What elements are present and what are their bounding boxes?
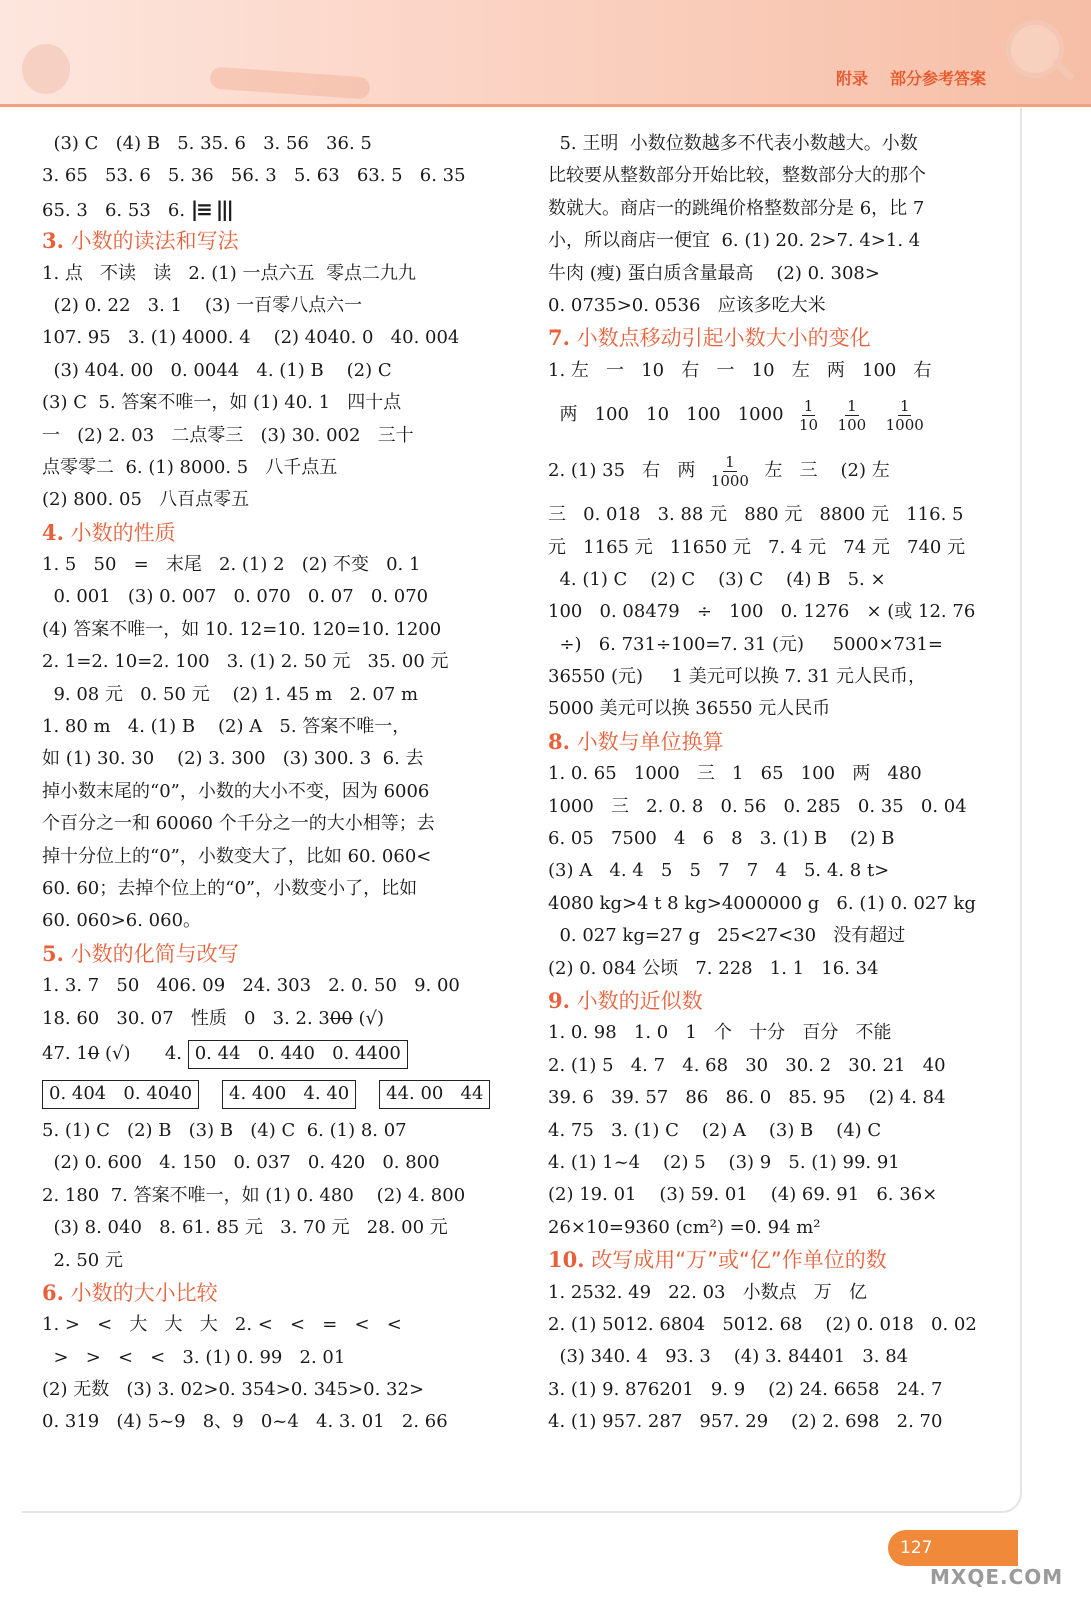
answer-text: 2. (1) 35 右 两 — [548, 460, 707, 482]
section-name: 小数的大小比较 — [63, 1280, 218, 1305]
section-title — [42, 938, 482, 970]
answer-line — [42, 1073, 482, 1115]
counting-rod-tally: |≡ ||| — [190, 196, 237, 221]
page-header — [0, 0, 1091, 107]
decorative-brush-stroke — [209, 66, 370, 99]
section-number: 3. — [42, 228, 64, 254]
answer-line: 2. 1=2. 10=2. 100 3. (1) 2. 50 元 35. 00 元 — [42, 651, 449, 673]
answer-text: 65. 3 6. 53 6. — [42, 199, 191, 221]
answer-line: ÷) 6. 731÷100=7. 31 (元) 5000×731= — [548, 633, 943, 655]
answer-line: 一 (2) 2. 03 二点零三 (3) 30. 002 三十 — [42, 424, 414, 446]
fraction — [838, 397, 867, 434]
fraction-numerator: 1 — [847, 396, 857, 415]
answer-line — [42, 1003, 482, 1035]
answer-line: 2. (1) 5 4. 7 4. 68 30 30. 2 30. 21 40 — [548, 1054, 946, 1076]
answer-line: 26×10=9360 (cm²) =0. 94 m² — [548, 1216, 821, 1238]
section-title — [42, 1277, 482, 1309]
struck-zero: 0 — [87, 1042, 100, 1064]
left-column — [42, 128, 482, 1439]
section-name: 改写成用“万”或“亿”作单位的数 — [584, 1248, 887, 1273]
section-title — [42, 517, 482, 549]
answer-line: 0. 027 kg=27 g 25<27<30 没有超过 — [548, 925, 906, 947]
answer-line: (3) 340. 4 93. 3 (4) 3. 84401 3. 84 — [548, 1346, 909, 1368]
answer-line: 2. 50 元 — [42, 1249, 123, 1271]
answer-line: 0. 319 (4) 5~9 8、9 0~4 4. 3. 01 2. 66 — [42, 1411, 448, 1433]
section-name: 小数的化简与改写 — [63, 941, 239, 966]
answer-line: 1. 0. 98 1. 0 1 个 十分 百分 不能 — [548, 1022, 892, 1044]
answer-line: 个百分之一和 60060 个千分之一的大小相等；去 — [42, 813, 435, 835]
struck-zeros: 00 — [329, 1007, 353, 1029]
answer-line: 5000 美元可以换 36550 元人民币 — [548, 698, 831, 720]
answer-line: 5. 王明 小数位数越多不代表小数越大。小数 — [548, 133, 918, 154]
answer-line: 2. 180 7. 答案不唯一，如 (1) 0. 480 (2) 4. 800 — [42, 1184, 466, 1206]
answer-line: 1. 左 一 10 右 一 10 左 两 100 右 — [548, 359, 932, 381]
magnifier-icon — [1006, 20, 1064, 78]
watermark: MXQE.COM — [930, 1565, 1064, 1589]
answer-line: 掉小数末尾的“0”，小数的大小不变，因为 6006 — [42, 780, 430, 802]
answer-line — [548, 387, 978, 443]
answer-line: 4. (1) 1~4 (2) 5 (3) 9 5. (1) 99. 91 — [548, 1151, 900, 1173]
section-title — [548, 1244, 978, 1276]
answer-line: 100 0. 08479 ÷ 100 0. 1276 × (或 12. 76 — [548, 601, 976, 623]
answer-line: 36550 (元) 1 美元可以换 7. 31 元人民币， — [548, 666, 927, 688]
answer-text: (√) 4. — [99, 1042, 188, 1064]
answer-line: (3) 404. 00 0. 0044 4. (1) B (2) C — [42, 359, 392, 381]
section-number: 6. — [42, 1279, 64, 1305]
answer-line: (2) 0. 084 公顷 7. 228 1. 1 16. 34 — [548, 957, 879, 979]
answer-line: 点零零二 6. (1) 8000. 5 八千点五 — [42, 456, 338, 478]
page-number: 127 — [900, 1538, 933, 1558]
answer-line: 牛肉 (瘦) 蛋白质含量最高 (2) 0. 308> — [548, 262, 880, 284]
section-number: 5. — [42, 940, 64, 966]
section-number: 9. — [548, 987, 570, 1013]
boxed-answer: 0. 44 0. 440 0. 4400 — [188, 1040, 408, 1069]
fraction-denominator: 100 — [837, 415, 867, 434]
page-number-badge — [888, 1530, 1018, 1566]
answer-line: 1. 点 不读 读 2. (1) 一点六五 零点二九九 — [42, 262, 416, 284]
answer-line: 0. 0735>0. 0536 应该多吃大米 — [548, 294, 826, 316]
answer-line: 1. 5 50 = 末尾 2. (1) 2 (2) 不变 0. 1 — [42, 554, 421, 576]
section-number: 7. — [548, 325, 570, 351]
answer-line: 0. 001 (3) 0. 007 0. 070 0. 07 0. 070 — [42, 586, 429, 608]
answer-line: 9. 08 元 0. 50 元 (2) 1. 45 m 2. 07 m — [42, 683, 419, 705]
section-title — [548, 322, 978, 354]
right-column — [548, 128, 978, 1438]
section-name: 小数的性质 — [63, 520, 176, 545]
fraction — [711, 453, 749, 490]
answer-line: 3. (1) 9. 876201 9. 9 (2) 24. 6658 24. 7 — [548, 1378, 943, 1400]
section-name: 小数的读法和写法 — [63, 229, 239, 254]
section-name: 小数的近似数 — [569, 988, 703, 1013]
answer-line: 1. > < 大 大 大 2. < < = < < — [42, 1314, 402, 1336]
answer-line: 3. 65 53. 6 5. 36 56. 3 5. 63 63. 5 6. 35 — [42, 165, 466, 187]
answer-line: (3) C 5. 答案不唯一，如 (1) 40. 1 四十点 — [42, 392, 402, 414]
fraction — [886, 397, 924, 434]
answer-line: 39. 6 39. 57 86 86. 0 85. 95 (2) 4. 84 — [548, 1087, 946, 1109]
answer-line: 60. 60；去掉个位上的“0”，小数变小了，比如 — [42, 877, 418, 899]
answer-line: 5. (1) C (2) B (3) B (4) C 6. (1) 8. 07 — [42, 1119, 407, 1141]
answer-line: > > < < 3. (1) 0. 99 2. 01 — [42, 1346, 346, 1368]
section-number: 4. — [42, 519, 64, 545]
answer-line: 数就大。商店一的跳绳价格整数部分是 6，比 7 — [548, 197, 925, 219]
fraction — [799, 397, 818, 434]
fraction-denominator: 1000 — [710, 471, 749, 490]
answer-text: (√) — [352, 1007, 385, 1029]
fraction-numerator: 1 — [899, 396, 910, 415]
answer-line: 三 0. 018 3. 88 元 880 元 8800 元 116. 5 — [548, 504, 964, 526]
answer-line: 4080 kg>4 t 8 kg>4000000 g 6. (1) 0. 027 kg — [548, 892, 976, 914]
answer-line: (4) 答案不唯一，如 10. 12=10. 120=10. 1200 — [42, 618, 442, 640]
answer-line: 4. (1) 957. 287 957. 29 (2) 2. 698 2. 70 — [548, 1411, 943, 1433]
section-title — [548, 726, 978, 758]
answer-line: 1000 三 2. 0. 8 0. 56 0. 285 0. 35 0. 04 — [548, 795, 967, 817]
fraction-numerator: 1 — [725, 452, 735, 471]
answer-line: (2) 800. 05 八百点零五 — [42, 489, 250, 511]
answer-line: 掉十分位上的“0”，小数变大了，比如 60. 060< — [42, 845, 432, 867]
answer-line: 4. (1) C (2) C (3) C (4) B 5. × — [548, 568, 886, 590]
answer-line: (2) 19. 01 (3) 59. 01 (4) 69. 91 6. 36× — [548, 1184, 938, 1206]
section-title — [548, 985, 978, 1017]
fraction-denominator: 1000 — [885, 415, 924, 434]
answer-line: (2) 0. 600 4. 150 0. 037 0. 420 0. 800 — [42, 1152, 440, 1174]
answer-line: 107. 95 3. (1) 4000. 4 (2) 4040. 0 40. 004 — [42, 327, 460, 349]
decorative-bulb-icon — [22, 44, 70, 94]
section-title — [42, 225, 482, 257]
answer-line: 1. 3. 7 50 406. 09 24. 303 2. 0. 50 9. 00 — [42, 975, 460, 997]
answer-line: (2) 无数 (3) 3. 02>0. 354>0. 345>0. 32> — [42, 1379, 425, 1401]
section-name: 小数与单位换算 — [569, 729, 724, 754]
boxed-answer: 0. 404 0. 4040 — [42, 1080, 199, 1109]
answer-line: 1. 2532. 49 22. 03 小数点 万 亿 — [548, 1281, 867, 1303]
boxed-answer: 4. 400 4. 40 — [222, 1080, 356, 1109]
answer-line: (3) 8. 040 8. 61. 85 元 3. 70 元 28. 00 元 — [42, 1217, 448, 1239]
answer-line: 6. 05 7500 4 6 8 3. (1) B (2) B — [548, 828, 895, 850]
section-name: 小数点移动引起小数大小的变化 — [569, 326, 871, 351]
fraction-denominator: 10 — [798, 415, 819, 434]
answer-line: 元 1165 元 11650 元 7. 4 元 74 元 740 元 — [548, 536, 966, 558]
answer-line: (3) C (4) B 5. 35. 6 3. 56 36. 5 — [42, 133, 372, 154]
answer-line: (3) A 4. 4 5 5 7 7 4 5. 4. 8 t> — [548, 860, 890, 882]
answer-line: 1. 0. 65 1000 三 1 65 100 两 480 — [548, 763, 922, 785]
boxed-answer: 44. 00 44 — [379, 1080, 490, 1109]
section-number: 10. — [548, 1247, 585, 1273]
appendix-label: 附录 — [836, 69, 869, 88]
answer-line — [42, 1035, 482, 1073]
answer-text: 左 三 (2) 左 — [752, 460, 890, 482]
answer-line: (2) 0. 22 3. 1 (3) 一百零八点六一 — [42, 294, 363, 316]
answer-line — [42, 193, 482, 225]
answer-text: 47. 1 — [42, 1042, 88, 1064]
answer-line: 4. 75 3. (1) C (2) A (3) B (4) C — [548, 1119, 882, 1141]
answer-line: 60. 060>6. 060。 — [42, 910, 202, 932]
answer-line: 如 (1) 30. 30 (2) 3. 300 (3) 300. 3 6. 去 — [42, 748, 424, 770]
answer-text: 两 100 10 100 1000 — [548, 404, 795, 426]
answer-line — [548, 443, 978, 499]
answers-label: 部分参考答案 — [890, 69, 987, 88]
answer-line: 比较要从整数部分开始比较，整数部分大的那个 — [548, 165, 926, 187]
answer-text: 18. 60 30. 07 性质 0 3. 2. 3 — [42, 1007, 330, 1029]
answer-line: 小，所以商店一便宜 6. (1) 20. 2>7. 4>1. 4 — [548, 230, 921, 252]
section-number: 8. — [548, 728, 570, 754]
answer-line: 2. (1) 5012. 6804 5012. 68 (2) 0. 018 0. 02 — [548, 1313, 977, 1335]
fraction-numerator: 1 — [803, 396, 814, 415]
answer-line: 1. 80 m 4. (1) B (2) A 5. 答案不唯一， — [42, 716, 411, 738]
